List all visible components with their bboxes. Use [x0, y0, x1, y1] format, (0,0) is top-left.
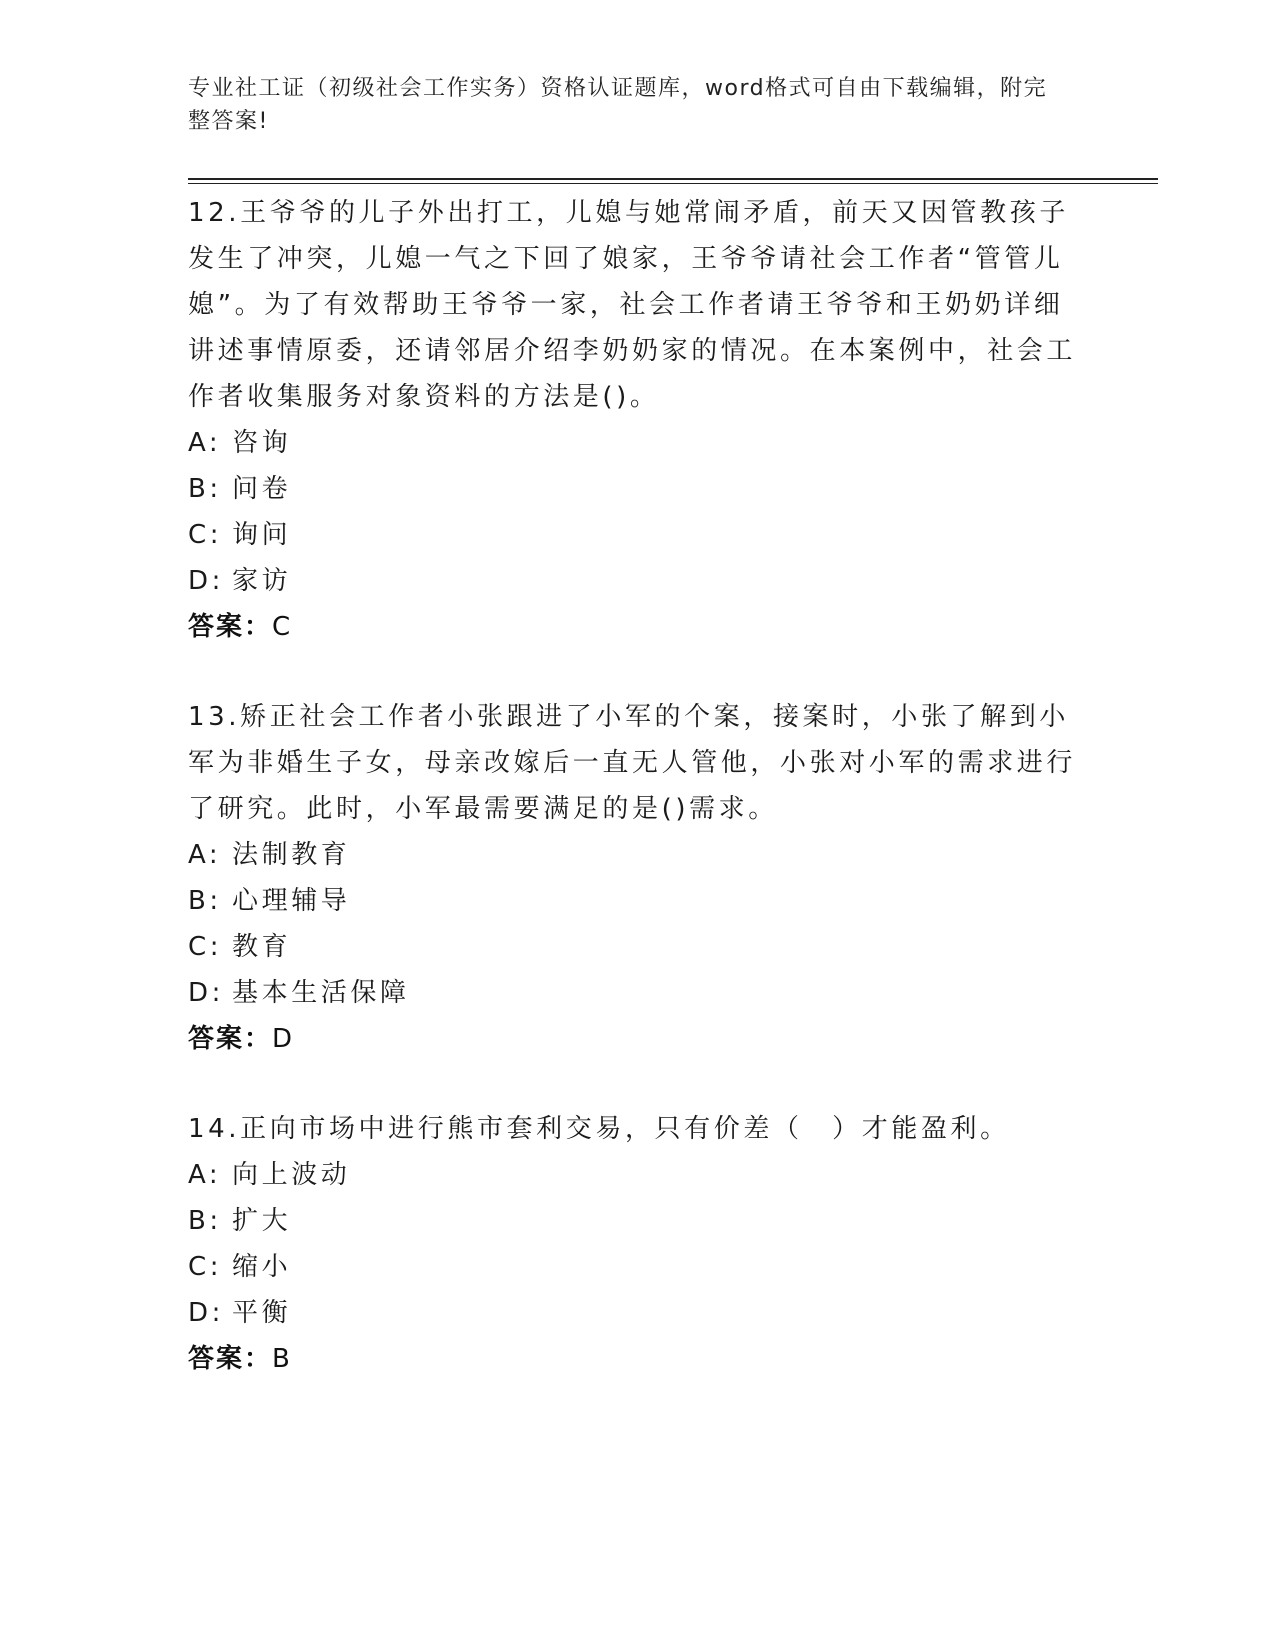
question-13	[188, 694, 1088, 1062]
page-header: 专业社工证（初级社会工作实务）资格认证题库，word格式可自由下载编辑，附完整答案!	[188, 76, 1048, 134]
option-text: 法制教育	[232, 840, 351, 870]
option-c	[188, 924, 1088, 970]
question-stem: 12.王爷爷的儿子外出打工，儿媳与她常闹矛盾，前天又因管教孩子发生了冲突，儿媳一气之下回了娘家，王爷爷请社会工作者“管管儿媳”。为了有效帮助王爷爷一家，社会工作者请王爷爷和王奶奶详细讲述事情原委，还请邻居介绍李奶奶家的情况。在本案例中，社会工作者收集服务对象资料的方法是()。	[188, 198, 1077, 412]
option-list	[188, 832, 1088, 1016]
option-a	[188, 420, 1088, 466]
option-letter: B:	[188, 474, 222, 504]
header-rule-thick	[188, 178, 1158, 180]
option-letter: D:	[188, 978, 224, 1008]
question-stem: 13.矫正社会工作者小张跟进了小军的个案，接案时，小张了解到小军为非婚生子女，母亲改嫁后一直无人管他，小张对小军的需求进行了研究。此时，小军最需要满足的是()需求。	[188, 702, 1077, 824]
answer-label: 答案：	[188, 1344, 273, 1374]
answer-line	[188, 604, 1088, 650]
option-text: 咨询	[232, 428, 292, 458]
option-text: 问卷	[232, 474, 292, 504]
answer-value: B	[272, 1344, 292, 1374]
option-text: 向上波动	[232, 1160, 351, 1190]
option-c	[188, 1244, 1088, 1290]
header-rule-thin	[188, 183, 1158, 184]
answer-line	[188, 1016, 1088, 1062]
question-stem: 14.正向市场中进行熊市套利交易，只有价差（ ）才能盈利。	[188, 1114, 1010, 1144]
option-b	[188, 878, 1088, 924]
question-12	[188, 190, 1088, 650]
question-14	[188, 1106, 1088, 1382]
option-letter: D:	[188, 1298, 224, 1328]
option-d	[188, 558, 1088, 604]
option-list	[188, 1152, 1088, 1336]
option-letter: A:	[188, 1160, 222, 1190]
option-text: 教育	[232, 932, 292, 962]
option-a	[188, 1152, 1088, 1198]
answer-value: C	[272, 612, 293, 642]
option-text: 扩大	[232, 1206, 292, 1236]
option-d	[188, 1290, 1088, 1336]
option-list	[188, 420, 1088, 604]
option-text: 家访	[232, 566, 292, 596]
option-letter: A:	[188, 840, 222, 870]
option-a	[188, 832, 1088, 878]
option-text: 缩小	[232, 1252, 292, 1282]
question-list	[188, 190, 1088, 1382]
option-text: 基本生活保障	[232, 978, 410, 1008]
option-letter: C:	[188, 1252, 223, 1282]
option-b	[188, 1198, 1088, 1244]
option-letter: D:	[188, 566, 224, 596]
option-text: 询问	[232, 520, 292, 550]
answer-label: 答案：	[188, 612, 273, 642]
answer-value: D	[272, 1024, 295, 1054]
option-letter: C:	[188, 520, 223, 550]
answer-line	[188, 1336, 1088, 1382]
option-letter: C:	[188, 932, 223, 962]
option-letter: B:	[188, 1206, 222, 1236]
option-letter: B:	[188, 886, 222, 916]
option-d	[188, 970, 1088, 1016]
option-b	[188, 466, 1088, 512]
option-letter: A:	[188, 428, 222, 458]
option-text: 平衡	[232, 1298, 292, 1328]
option-c	[188, 512, 1088, 558]
option-text: 心理辅导	[232, 886, 351, 916]
answer-label: 答案：	[188, 1024, 273, 1054]
